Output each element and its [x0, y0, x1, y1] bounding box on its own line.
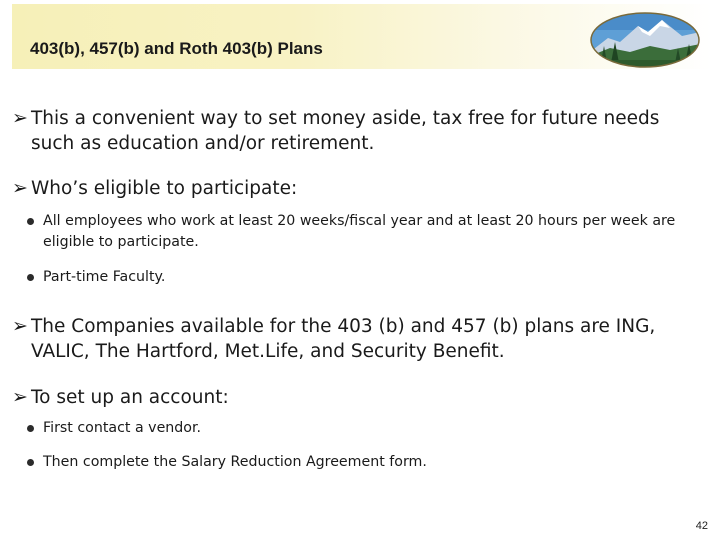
- bullet-eligibility: ➢ Who’s eligible to participate:: [12, 177, 298, 199]
- arrow-bullet-icon: ➢: [12, 177, 28, 199]
- bullet-convenient-way: ➢ This a convenient way to set money aside, tax free for future needs such as education and/or retirement.: [12, 107, 660, 154]
- sub-bullet-salary-reduction: Then complete the Salary Reduction Agreement form.: [27, 452, 677, 473]
- arrow-bullet-icon: ➢: [12, 107, 28, 129]
- dot-bullet-icon: [27, 274, 34, 281]
- mountain-landscape-logo-icon: [590, 12, 700, 68]
- sub-bullet-contact-vendor: First contact a vendor.: [27, 418, 677, 439]
- dot-bullet-icon: [27, 425, 34, 432]
- bullet-set-up-account: ➢ To set up an account:: [12, 386, 229, 408]
- sub-bullet-part-time: Part-time Faculty.: [27, 267, 677, 288]
- arrow-bullet-icon: ➢: [12, 315, 28, 337]
- dot-bullet-icon: [27, 218, 34, 225]
- sub-bullet-employees: All employees who work at least 20 weeks/fiscal year and at least 20 hours per week are eligible to participate.: [27, 211, 677, 253]
- slide-title: 403(b), 457(b) and Roth 403(b) Plans: [30, 39, 323, 58]
- arrow-bullet-icon: ➢: [12, 386, 28, 408]
- bullet-companies: ➢ The Companies available for the 403 (b) and 457 (b) plans are ING, VALIC, The Hartford, Met.Life, and Security Benefit.: [12, 315, 656, 362]
- dot-bullet-icon: [27, 459, 34, 466]
- page-number: 42: [695, 520, 708, 532]
